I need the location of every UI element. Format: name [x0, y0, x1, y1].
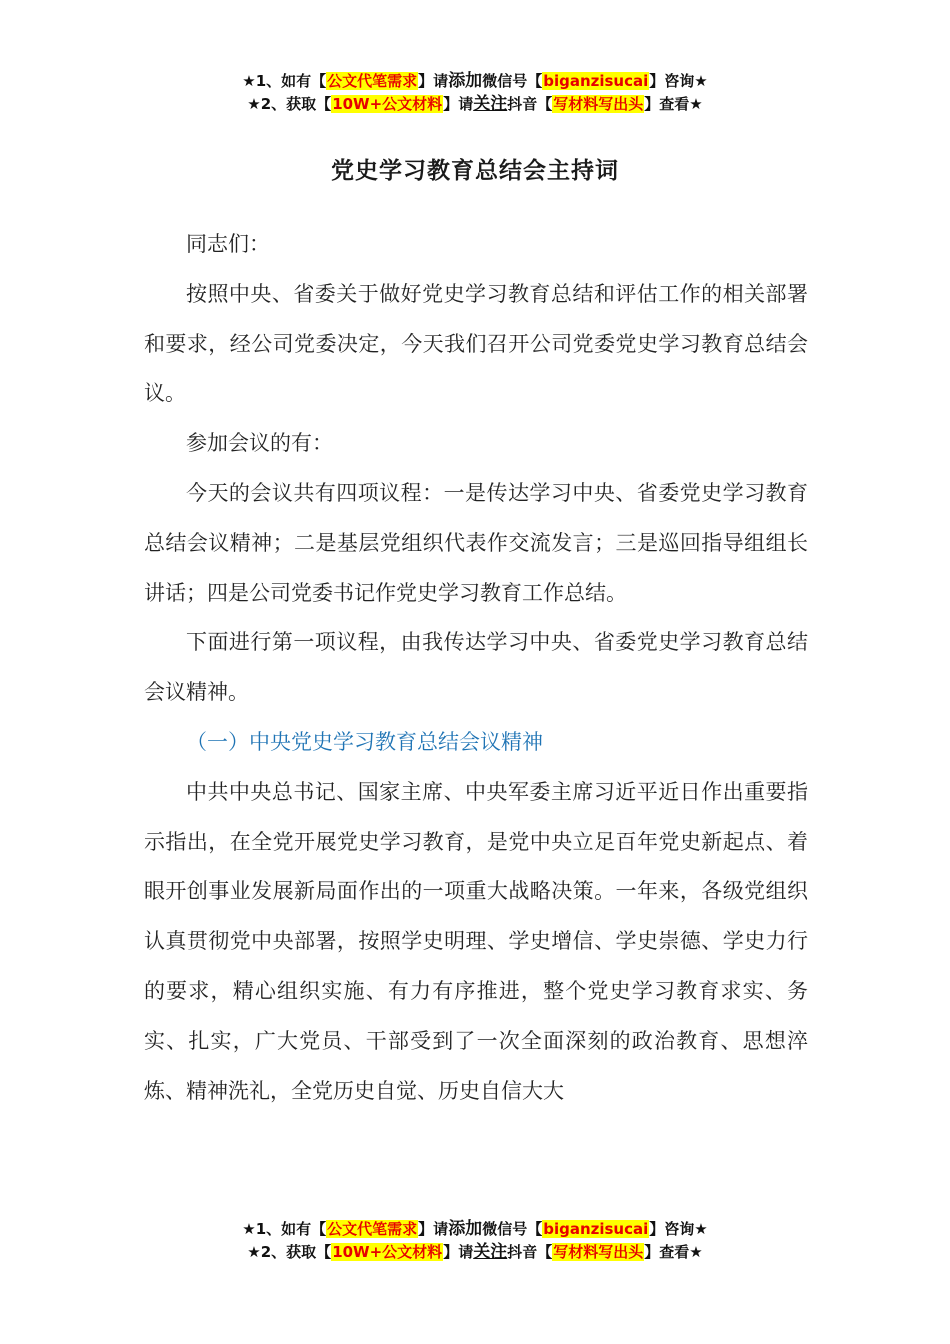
document-body: [144, 220, 808, 1116]
ad-line-2: [0, 93, 950, 116]
header-ad-banner: [0, 70, 950, 116]
footer-ad-banner: [0, 1218, 950, 1264]
ad-line-2-mid1: 】请: [443, 1243, 474, 1261]
ad-highlight-service: 公文代笔需求: [327, 72, 418, 90]
ad-highlight-douyin-account: 写材料写出头: [553, 1243, 644, 1261]
ad-line-2: [0, 1241, 950, 1264]
ad-highlight-materials: 10W+公文材料: [332, 95, 443, 113]
ad-highlight-wechat-id: biganzisucai: [543, 1220, 649, 1238]
ad-line-2-suffix: 】查看★: [644, 1243, 703, 1261]
paragraph-intro: 按照中央、省委关于做好党史学习教育总结和评估工作的相关部署和要求，经公司党委决定，今天我们召开公司党委党史学习教育总结会议。: [144, 281, 808, 406]
ad-line-1: [0, 70, 950, 93]
ad-line-2-mid2: 抖音【: [507, 1243, 553, 1261]
ad-line-1-suffix: 】咨询★: [649, 72, 708, 90]
ad-line-1-mid1: 】请: [418, 1220, 449, 1238]
ad-line-2-emphasis: 关注: [473, 94, 508, 114]
document-title: 党史学习教育总结会主持词: [331, 158, 619, 184]
ad-line-1-mid2: 微信号【: [482, 72, 543, 90]
ad-line-2-prefix: ★2、获取【: [247, 95, 332, 113]
paragraph-agenda: 今天的会议共有四项议程：一是传达学习中央、省委党史学习教育总结会议精神；二是基层党组织代表作交流发言；三是巡回指导组组长讲话；四是公司党委书记作党史学习教育工作总结。: [144, 480, 808, 605]
ad-line-1-suffix: 】咨询★: [649, 1220, 708, 1238]
paragraph-first-item: 下面进行第一项议程，由我传达学习中央、省委党史学习教育总结会议精神。: [144, 630, 808, 705]
ad-line-1-mid1: 】请: [418, 72, 449, 90]
ad-line-1-prefix: ★1、如有【: [242, 1220, 327, 1238]
ad-highlight-wechat-id: biganzisucai: [543, 72, 649, 90]
ad-line-1: [0, 1218, 950, 1241]
ad-highlight-douyin-account: 写材料写出头: [553, 95, 644, 113]
ad-line-2-prefix: ★2、获取【: [247, 1243, 332, 1261]
paragraph-greeting: 同志们：: [186, 232, 270, 256]
ad-highlight-service: 公文代笔需求: [327, 1220, 418, 1238]
ad-line-1-emphasis: 添加: [448, 1219, 483, 1239]
ad-line-1-mid2: 微信号【: [482, 1220, 543, 1238]
ad-line-2-mid2: 抖音【: [507, 95, 553, 113]
ad-line-2-suffix: 】查看★: [644, 95, 703, 113]
ad-line-2-emphasis: 关注: [473, 1242, 508, 1262]
paragraph-attendees: 参加会议的有：: [186, 431, 333, 456]
ad-line-1-prefix: ★1、如有【: [242, 72, 327, 90]
ad-line-2-mid1: 】请: [443, 95, 474, 113]
paragraph-section-body: 中共中央总书记、国家主席、中央军委主席习近平近日作出重要指示指出，在全党开展党史学习教育，是党中央立足百年党史新起点、着眼开创事业发展新局面作出的一项重大战略决策。一年来，各级党组织认真贯彻党中央部署，按照学史明理、学史增信、学史崇德、学史力行的要求，精心组织实施、有力有序推进，整个党史学习教育求实、务实、扎实，广大党员、干部受到了一次全面深刻的政治教育、思想淬炼、精神洗礼，全党历史自觉、历史自信大大: [144, 779, 808, 1103]
ad-line-1-emphasis: 添加: [448, 71, 483, 91]
section-heading: （一）中央党史学习教育总结会议精神: [186, 729, 543, 754]
ad-highlight-materials: 10W+公文材料: [332, 1243, 443, 1261]
